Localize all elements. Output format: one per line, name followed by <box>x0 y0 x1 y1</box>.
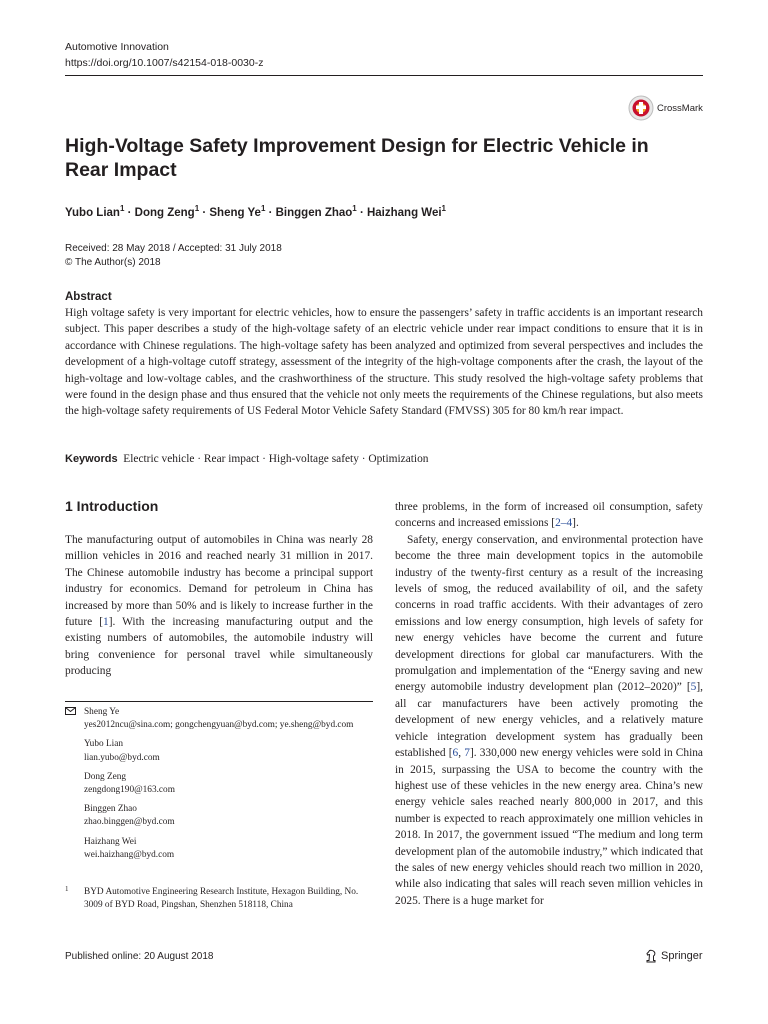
intro-text: three problems, in the form of increased oil consumption, safety concerns and increased emissions [ <box>395 501 703 530</box>
contact-entry <box>65 803 373 829</box>
author-name[interactable]: Binggen Zhao <box>275 206 353 219</box>
intro-right-column <box>395 499 703 909</box>
intro-left-column <box>65 532 373 680</box>
contact-entry <box>65 771 373 797</box>
affiliation-number: 1 <box>65 885 69 893</box>
contact-name: Sheng Ye <box>84 707 120 717</box>
citation-link[interactable]: 2–4 <box>555 517 573 530</box>
author-separator: · <box>356 206 367 219</box>
citation-link[interactable]: 6 <box>452 747 459 760</box>
author-separator: · <box>199 206 210 219</box>
envelope-icon <box>65 707 76 715</box>
author-affiliation-sup: 1 <box>119 204 125 213</box>
author-separator: · <box>124 206 135 219</box>
intro-text: Safety, energy conservation, and environmental protection have become the three main development topics in the automobile industry of the twenty-first century as a result of the increasing levels of smog, the reduced availability of oil, and the safety concerns in road traffic accidents. With their advantages of zero emissions and low energy consumption, high levels of safety for new energy vehicles have become the current and future development directions for global car manufacturers. With the promulgation and implementation of the “Energy saving and new energy automobile industry development plan (2012–2020)” [ <box>395 533 703 694</box>
contact-name: Binggen Zhao <box>84 804 137 815</box>
intro-text: , <box>458 747 465 760</box>
journal-doi[interactable]: https://doi.org/10.1007/s42154-018-0030-z <box>65 57 264 69</box>
author-affiliation-sup: 1 <box>352 204 357 213</box>
received-accepted: Received: 28 May 2018 / Accepted: 31 July 2018 <box>65 243 282 254</box>
citation-link[interactable]: 5 <box>690 681 697 694</box>
paper-title: High-Voltage Safety Improvement Design for Electric Vehicle in Rear Impact <box>65 135 649 181</box>
keywords-label: Keywords <box>65 453 118 465</box>
journal-header <box>65 39 263 71</box>
crossmark-icon <box>628 95 654 121</box>
author-separator: · <box>265 206 276 219</box>
publisher-name: Springer <box>661 950 703 962</box>
crossmark-label: CrossMark <box>657 102 703 114</box>
affiliation-text: BYD Automotive Engineering Research Institute, Hexagon Building, No. 3009 of BYD Road, Pingshan, Shenzhen 518118, China <box>84 887 359 911</box>
crossmark-badge[interactable] <box>628 94 703 122</box>
intro-text: ]. 330,000 new energy vehicles were sold in China in 2015, surpassing the USA to become the country with the highest use of these vehicles in the new energy area. China’s new energy vehicle sales reached nearly 800,000 in 2017, and this number is expected to reach approximately one million vehicles in 2018. In 2017, the government issued “The medium and long term development plan of the automobile industry,” which indicated that the sales of new energy vehicles should reach two million in 2020, while also indicating that sales will reach seven million vehicles in 2025. There is a huge market for <box>395 747 703 907</box>
contact-name: Yubo Lian <box>84 739 123 750</box>
author-name[interactable]: Sheng Ye <box>209 206 261 219</box>
intro-text: ]. With the increasing manufacturing output and the existing numbers of automobiles, the automobile industry will bring convenience for personal travel while simultaneously producing <box>65 616 373 678</box>
contact-list <box>65 706 373 868</box>
intro-text: ], all car manufacturers have been actively promoting the development of new energy vehicles, and a relatively mature vehicle integration development system has gradually been established [ <box>395 681 703 760</box>
author-affiliation-sup: 1 <box>260 204 266 213</box>
contact-email[interactable]: yes2012ncu@sina.com; gongchengyuan@byd.com; ye.sheng@byd.com <box>84 720 354 731</box>
copyright: © The Author(s) 2018 <box>65 257 161 268</box>
citation-link[interactable]: 1 <box>102 616 109 629</box>
author-list <box>65 204 446 219</box>
contact-email[interactable]: zhao.binggen@byd.com <box>84 817 175 828</box>
chess-knight-icon <box>645 949 657 963</box>
contact-entry <box>65 836 373 862</box>
contact-name: Haizhang Wei <box>84 836 137 847</box>
section-heading-introduction: 1 Introduction <box>65 498 159 514</box>
author-affiliation-sup: 1 <box>441 204 446 213</box>
author-name[interactable]: Haizhang Wei <box>366 206 442 219</box>
contact-email[interactable]: wei.haizhang@byd.com <box>84 849 175 860</box>
affiliation <box>65 886 373 912</box>
author-name[interactable]: Yubo Lian <box>65 206 120 219</box>
citation-link[interactable]: 7 <box>464 747 470 760</box>
intro-text: The manufacturing output of automobiles in China was nearly 28 million vehicles in 2016 and reached nearly 31 million in 2017. The Chinese automobile industry has become a principal support industry for economics. Demand for petroleum in China has increased by more than 50% and is likely to increase further in the future [ <box>65 534 373 629</box>
keywords <box>65 453 429 465</box>
contact-entry <box>65 706 373 732</box>
header-rule <box>65 75 703 76</box>
contact-email[interactable]: zengdong190@163.com <box>84 785 175 796</box>
journal-name: Automotive Innovation <box>65 41 169 53</box>
contact-email[interactable]: lian.yubo@byd.com <box>84 752 160 763</box>
contact-name: Dong Zeng <box>84 771 127 782</box>
footnote-rule <box>65 701 373 702</box>
springer-logo <box>645 949 703 963</box>
intro-text: ]. <box>572 517 579 530</box>
article-dates <box>65 242 282 270</box>
author-name[interactable]: Dong Zeng <box>134 206 195 219</box>
contact-entry <box>65 738 373 764</box>
author-affiliation-sup: 1 <box>194 204 200 213</box>
keywords-text: Electric vehicle · Rear impact · High-voltage safety · Optimization <box>123 453 429 465</box>
published-date: Published online: 20 August 2018 <box>65 951 214 962</box>
abstract-heading: Abstract <box>65 291 112 303</box>
abstract-text: High voltage safety is very important for electric vehicles, how to ensure the passengers’ safety in traffic accidents is an important research subject. This paper describes a study of the high-voltage safety of an electric vehicle under rear impact conditions to ensure that it is in accordance with Chinese regulations. The high-voltage safety has been analyzed and optimized from several perspectives and includes the development of a high-voltage cutoff strategy, assessment of the integrity of the high-voltage components after the crash, the layout of the high-voltage and low-voltage cables, and the crashworthiness of the structure. This study resolved the high-voltage safety problems that were found in the design phase and thus ensured that the vehicle not only meets the requirements of the Chinese regulations, but also meets the high-voltage safety requirements of US Federal Motor Vehicle Safety Standard (FMVSS) 305 for 80 km/h rear impact. <box>65 307 703 418</box>
